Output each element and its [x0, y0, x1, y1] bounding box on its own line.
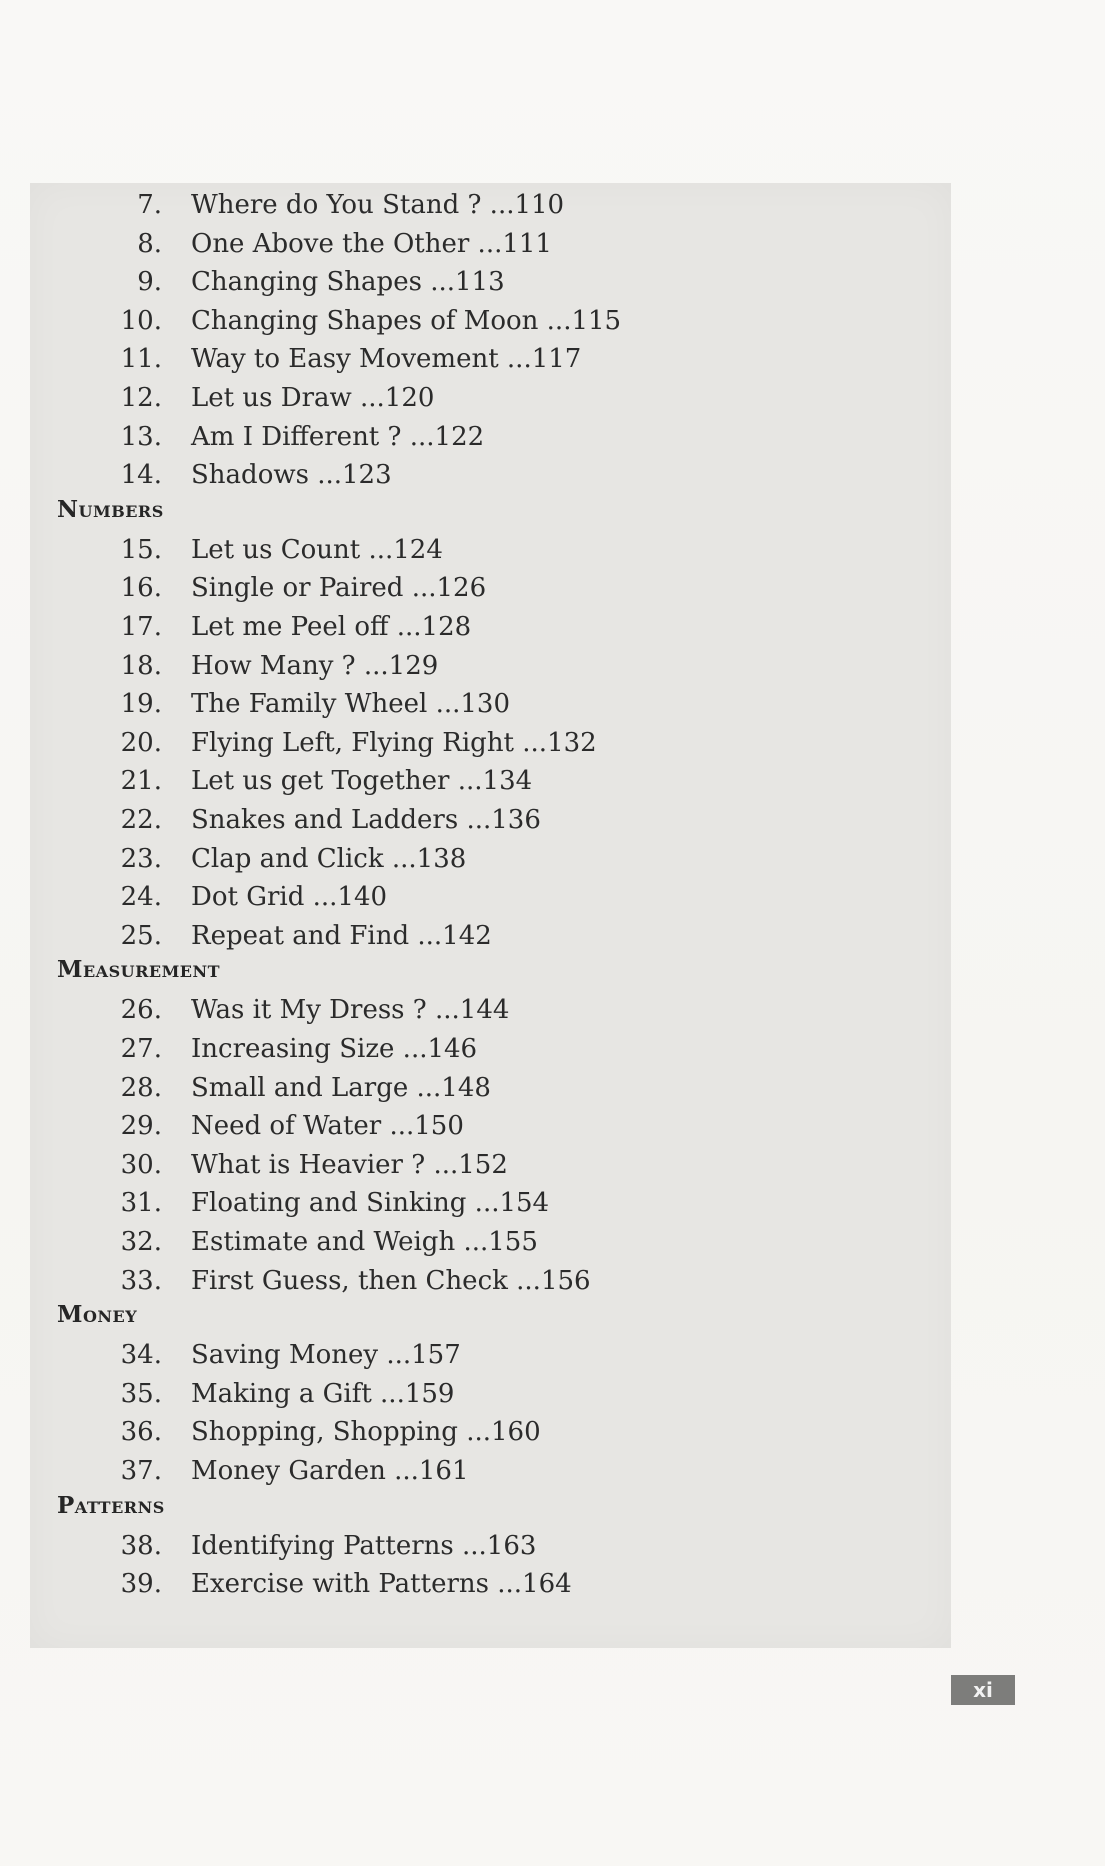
- entry-number: 8.: [137, 228, 162, 259]
- entry-title: Shadows ...123: [191, 460, 392, 491]
- entry-title: One Above the Other ...111: [191, 228, 552, 259]
- entry-number: 17.: [120, 612, 162, 642]
- entry-title: Floating and Sinking ...154: [191, 1188, 550, 1219]
- entry-title: Let us get Together ...134: [191, 766, 533, 797]
- entry-title: Let us Draw ...120: [191, 383, 435, 413]
- entry-title: Was it My Dress ? ...144: [191, 995, 510, 1026]
- entry-number: 19.: [120, 689, 162, 720]
- entry-title: Repeat and Find ...142: [191, 920, 492, 951]
- entry-number: 30.: [120, 1149, 162, 1180]
- entry-title: The Family Wheel ...130: [191, 689, 510, 720]
- entry-number: 24.: [120, 882, 162, 913]
- entry-title: Money Garden ...161: [191, 1456, 469, 1486]
- entry-number: 31.: [120, 1188, 162, 1219]
- entry-title: How Many ? ...129: [191, 650, 439, 681]
- entry-title: Where do You Stand ? ...110: [191, 190, 565, 220]
- entry-number: 29.: [120, 1111, 162, 1142]
- entry-title: Saving Money ...157: [191, 1340, 461, 1371]
- entry-title: Identifying Patterns ...163: [191, 1530, 537, 1561]
- entry-number: 9.: [137, 267, 162, 298]
- entry-title: Shopping, Shopping ...160: [191, 1417, 541, 1448]
- entry-title: Am I Different ? ...122: [191, 421, 485, 452]
- entry-title: Let us Count ...124: [191, 534, 443, 565]
- entry-title: Way to Easy Movement ...117: [191, 344, 582, 375]
- entry-number: 37.: [120, 1456, 162, 1486]
- entry-number: 23.: [120, 843, 162, 874]
- entry-title: Estimate and Weigh ...155: [191, 1227, 538, 1257]
- entry-number: 39.: [120, 1569, 162, 1600]
- entry-number: 18.: [120, 650, 162, 681]
- entry-number: 10.: [120, 305, 162, 336]
- entry-number: 11.: [120, 344, 162, 375]
- entry-title: Clap and Click ...138: [191, 843, 467, 874]
- section-heading: Patterns: [57, 1491, 165, 1519]
- entry-number: 7.: [137, 190, 162, 220]
- entry-number: 14.: [120, 460, 162, 491]
- entry-number: 25.: [120, 920, 162, 951]
- section-heading: Numbers: [57, 495, 164, 523]
- entry-number: 20.: [120, 727, 162, 758]
- entry-title: What is Heavier ? ...152: [191, 1149, 508, 1180]
- entry-number: 35.: [120, 1378, 162, 1409]
- entry-number: 16.: [120, 573, 162, 604]
- entry-title: Small and Large ...148: [191, 1072, 491, 1103]
- section-heading: Measurement: [57, 956, 221, 984]
- entry-number: 26.: [120, 995, 162, 1026]
- entry-number: 33.: [120, 1265, 162, 1296]
- entry-number: 13.: [120, 421, 162, 452]
- entry-number: 15.: [120, 534, 162, 565]
- entry-number: 28.: [120, 1072, 162, 1103]
- entry-number: 12.: [120, 383, 162, 413]
- entry-title: Changing Shapes ...113: [191, 267, 505, 298]
- entry-number: 22.: [120, 805, 162, 835]
- entry-title: Single or Paired ...126: [191, 573, 487, 604]
- contents-panel: [30, 183, 951, 1648]
- entry-number: 38.: [120, 1530, 162, 1561]
- entry-title: Flying Left, Flying Right ...132: [191, 727, 597, 758]
- entry-number: 32.: [120, 1227, 162, 1257]
- entry-title: Exercise with Patterns ...164: [191, 1569, 572, 1600]
- entry-title: First Guess, then Check ...156: [191, 1265, 591, 1296]
- entry-number: 27.: [120, 1034, 162, 1064]
- entry-number: 21.: [120, 766, 162, 797]
- entry-title: Need of Water ...150: [191, 1111, 464, 1142]
- entry-title: Dot Grid ...140: [191, 882, 388, 913]
- page-number: xi: [951, 1675, 1015, 1705]
- entry-number: 36.: [120, 1417, 162, 1448]
- entry-title: Increasing Size ...146: [191, 1034, 478, 1064]
- entry-title: Let me Peel off ...128: [191, 612, 472, 642]
- section-heading: Money: [57, 1301, 138, 1329]
- entry-title: Snakes and Ladders ...136: [191, 805, 541, 835]
- entry-title: Changing Shapes of Moon ...115: [191, 305, 622, 336]
- entry-title: Making a Gift ...159: [191, 1378, 455, 1409]
- entry-number: 34.: [120, 1340, 162, 1371]
